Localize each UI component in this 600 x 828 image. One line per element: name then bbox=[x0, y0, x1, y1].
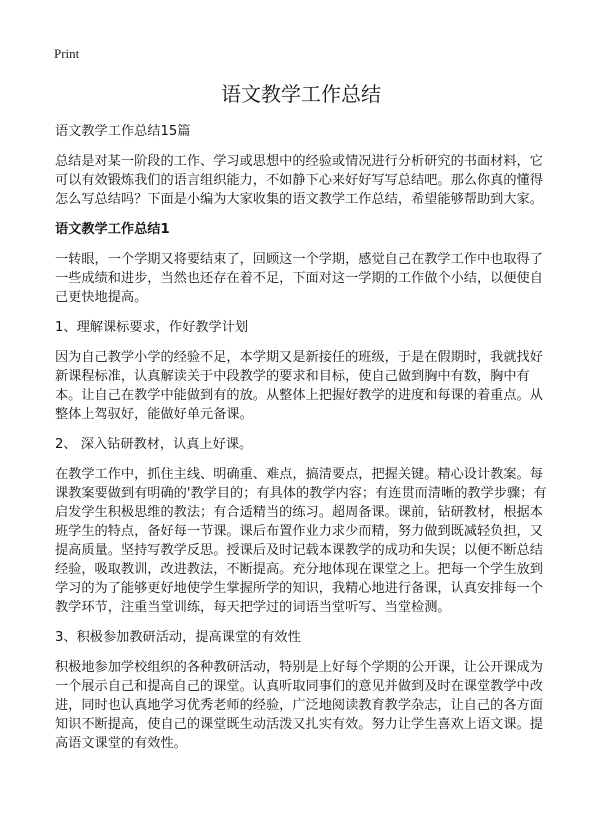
item-title-1: 1、理解课标要求，作好教学计划 bbox=[55, 320, 249, 335]
section-heading: 语文教学工作总结1 bbox=[55, 222, 170, 237]
opening-paragraph: 一转眼，一个学期又将要结束了，回顾这一个学期，感觉自己在教学工作中也取得了一些成绩和进步，当然也还存在着不足，下面对这一学期的工作做个小结，以便使自己更快地提高。 bbox=[55, 252, 543, 305]
item-body-3: 积极地参加学校组织的各种教研活动，特别是上好每个学期的公开课，让公开课成为一个展示自己和提高自己的课堂。认真听取同事们的意见并做到及时在课堂教学中改进，同时也认真地学习优秀老师的经验，广泛地阅读教育教学杂志，让自己的各方面知识不断提高，使自己的课堂既生动活泼又扎实有效。努力让学生喜欢上语文课。提高语文课堂的有效性。 bbox=[55, 660, 543, 751]
intro-paragraph: 总结是对某一阶段的工作、学习或思想中的经验或情况进行分析研究的书面材料，它可以有效锻炼我们的语言组织能力，不如静下心来好好写写总结吧。那么你真的懂得怎么写总结吗？下面是小编为大家收集的语文教学工作总结，希望能够帮助到大家。 bbox=[55, 154, 543, 207]
page-title: 语文教学工作总结 bbox=[221, 82, 381, 106]
document-body bbox=[55, 80, 547, 764]
item-body-1: 因为自己教学小学的经验不足，本学期又是新接任的班级，于是在假期时，我就找好新课程标准，认真解读关于中段教学的要求和目标，使自己做到胸中有数，胸中有本。让自己在教学中能做到有的放。从整体上把握好教学的进度和每课的着重点。从整体上驾驭好，能做好单元备课。 bbox=[55, 350, 543, 422]
item-body-2: 在教学工作中，抓住主线、明确重、难点，搞清要点，把握关键。精心设计教案。每课教案要做到有明确的'教学目的；有具体的教学内容；有连贯而清晰的教学步骤；有启发学生积极思维的教法；有合适精当的练习。超周备课。课前，钻研教材，根据本班学生的特点，备好每一节课。课后布置作业力求少而精，努力做到既减轻负担，又提高质量。坚持写教学反思。授课后及时记载本课教学的成功和失误；以便不断总结经验，吸取教训，改进教法，不断提高。充分地体现在课堂之上。把每一个学生放到学习的为了能够更好地使学生掌握所学的知识，我精心地进行备课，认真安排每一个教学环节，注重当堂训练，每天把学过的词语当堂听写、当堂检测。 bbox=[55, 467, 547, 615]
item-title-3: 3、积极参加教研活动，提高课堂的有效性 bbox=[55, 630, 301, 645]
subtitle: 语文教学工作总结15篇 bbox=[55, 124, 191, 139]
item-title-2: 2、 深入钻研教材，认真上好课。 bbox=[55, 437, 253, 452]
print-link[interactable]: Print bbox=[54, 46, 80, 61]
